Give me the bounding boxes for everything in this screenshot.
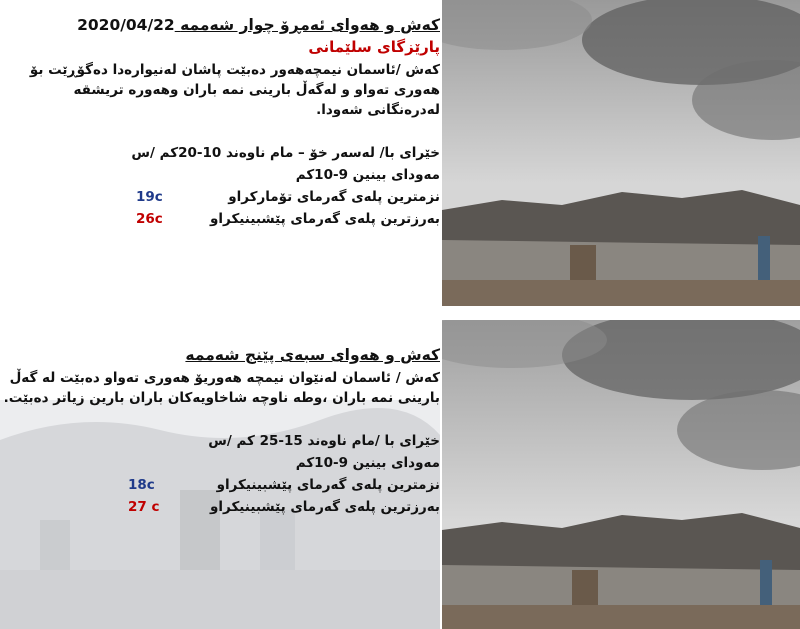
tomorrow-low-value: 18c [128, 477, 155, 493]
today-date: 2020/04/22 [77, 16, 175, 34]
today-high-row [0, 208, 440, 230]
today-low-value: 19c [136, 189, 163, 205]
sulaymaniyah-weather-photo-bottom [442, 320, 800, 629]
tomorrow-header: کەش و هەوای سبەی پێنج شەممە [185, 346, 440, 364]
today-high-label: بەرزترین پلەی گەرمای پێشبینیکراو [210, 211, 440, 227]
today-forecast-panel [0, 14, 440, 230]
tomorrow-forecast-panel [0, 344, 440, 518]
today-low-label: نزمترین پلەی گەرمای تۆمارکراو [228, 189, 440, 205]
today-wind: خێرای با/ لەسەر خۆ – مام ناوەند 10-20کم /س [131, 145, 440, 161]
today-low-row [0, 186, 440, 208]
tomorrow-visibility: مەودای بینین 9-10کم [295, 455, 440, 471]
today-description: کەش /ئاسمان نیمچەهەور دەبێت پاشان لەنیوارەدا دەگۆڕێت بۆ هەوری تەواو و لەگەڵ بارینی نمە باران وهەورە تریشقە لەدرەنگانی شەودا. [29, 62, 440, 118]
tomorrow-wind: خێرای با /مام ناوەند 15-25 کم /س [208, 433, 440, 449]
location-name: پارێزگای سلێمانی [308, 38, 440, 56]
tomorrow-description: کەش / ئاسمان لەنێوان نیمچە هەوریۆ هەوری تەواو دەبێت لە گەڵ بارینی نمە باران ،وطە ناوچە شاخاویەکان باران بارین زیاتر دەبێت. [3, 370, 440, 406]
today-header [0, 14, 440, 36]
today-high-value: 26c [136, 211, 163, 227]
today-title: کەش و هەوای ئەمڕۆ چوار شەممە [180, 16, 440, 34]
tomorrow-low-row [0, 474, 440, 496]
tomorrow-high-label: بەرزترین پلەی گەرمای پێشبینیکراو [210, 499, 440, 515]
tomorrow-low-label: نزمترین پلەی گەرمای پێشبینیکراو [216, 477, 440, 493]
tomorrow-high-value: 27 c [128, 499, 160, 515]
tomorrow-high-row [0, 496, 440, 518]
today-visibility: مەودای بینین 9-10کم [295, 167, 440, 183]
sulaymaniyah-weather-photo-top [442, 0, 800, 306]
